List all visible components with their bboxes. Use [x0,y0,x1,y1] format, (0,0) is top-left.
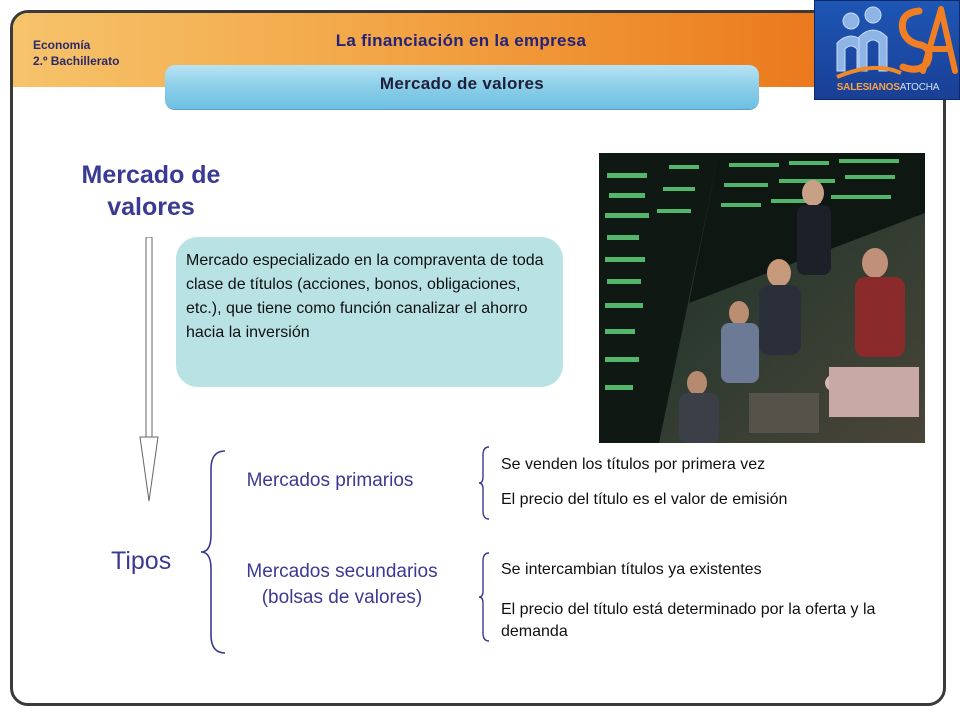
school-logo [814,0,960,100]
down-arrow-icon [138,237,160,503]
course-level: 2.º Bachillerato [33,54,120,68]
primary-market-point-2: El precio del título es el valor de emisión [501,491,788,508]
logo-text-light: ATOCHA [899,82,940,93]
section-tab [165,65,759,109]
stock-exchange-photo [599,153,925,443]
types-label: Tipos [111,547,172,575]
secondary-market-brace-icon [477,551,491,643]
primary-market-brace-icon [477,445,491,521]
primary-market-point-1: Se venden los títulos por primera vez [501,456,766,473]
section-title: Mercado de valores [379,74,545,93]
definition-box: Mercado especializado en la compraventa de toda clase de títulos (acciones, bonos, obligaciones, etc.), que tiene como función canalizar el ahorro hacia la inversión [176,237,563,387]
slide-frame [10,10,946,706]
logo-wordmark [819,82,957,93]
secondary-market-label: Mercados secundarios (bolsas de valores) [246,561,438,608]
course-subject: Economía [33,38,91,52]
main-heading: Mercado de valores [81,161,221,221]
secondary-market-point-1: Se intercambian títulos ya existentes [501,561,762,578]
primary-market-label: Mercados primarios [246,470,414,491]
logo-text-bold: SALESIANOS [836,82,900,93]
slide-title: La financiación en la empresa [335,31,587,50]
secondary-market-point-2: El precio del título está determinado por la oferta y la demanda [501,601,876,640]
course-info [33,37,119,69]
types-brace-icon [199,449,227,655]
